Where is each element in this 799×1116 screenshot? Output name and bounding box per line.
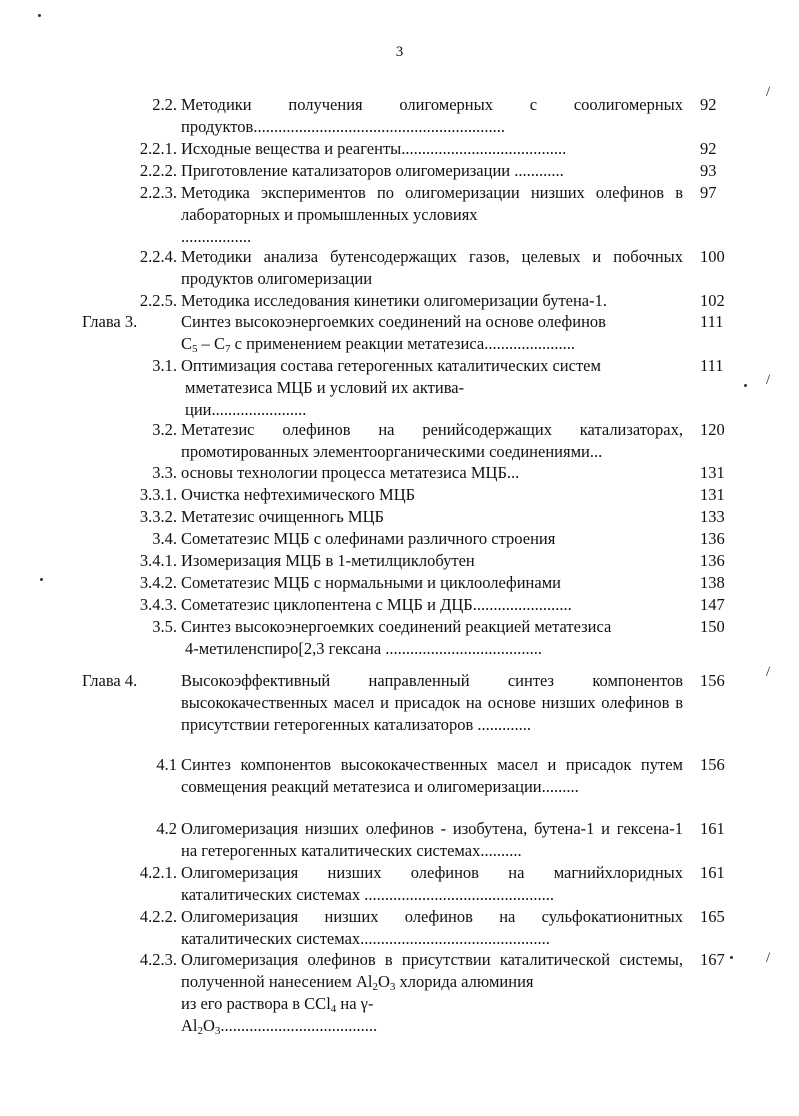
toc-entry-title: Олигомеризация олефинов в присутствии каталитической системы, полученной нанесением $Al_2O_3$ хлорида алюминия из его раствора в CCl$_4$ на γ- $Al_2O_3$......................................: [181, 950, 683, 1037]
toc-entry-page: 161: [700, 863, 725, 882]
toc-entry-page: 133: [700, 507, 725, 526]
toc-entry-page: 147: [700, 595, 725, 614]
toc-entry-number: 3.4.1.: [139, 551, 177, 570]
toc-entry-page: 165: [700, 907, 725, 926]
margin-mark: /: [766, 84, 771, 100]
toc-entry-title: Приготовление катализаторов олигомеризации ............: [181, 161, 564, 180]
toc-entry-number: Глава 3.: [82, 312, 138, 331]
toc-entry-number: 3.4.2.: [139, 573, 177, 592]
toc-entry-number: 2.2.2.: [139, 161, 177, 180]
scan-speck: [744, 384, 747, 387]
toc-entry-number: 3.4.: [152, 529, 177, 548]
toc-entry-page: 111: [700, 356, 724, 375]
margin-mark: /: [766, 372, 771, 388]
toc-entry-number: 2.2.3.: [139, 183, 177, 202]
toc-entry-title: Олигомеризация низших олефинов - изобутена, бутена-1 и гексена-1 на гетерогенных каталитических системах..........: [181, 819, 683, 860]
scan-speck: [40, 578, 43, 581]
toc-entry-number: 2.2.1.: [139, 139, 177, 158]
toc-entry-title: Методики получения олигомерных с соолигомерных продуктов.............................................................: [181, 95, 683, 136]
scan-speck: [38, 14, 41, 17]
toc-entry-title: Метатезис очищенногь МЦБ: [181, 507, 384, 526]
toc-entry-number: 4.1: [156, 755, 177, 774]
toc-entry-number: 2.2.: [152, 95, 177, 114]
toc-entry-page: 120: [700, 420, 725, 439]
toc-entry-number: Глава 4.: [82, 671, 138, 690]
toc-entry-title: Высокоэффективный направленный синтез компонентов высококачественных масел и присадок на основе низших олефинов в присутствии гетерогенных катализаторов .............: [181, 671, 683, 734]
toc-entry-title: Олигомеризация низших олефинов на магнийхлоридных каталитических системах ..............................................: [181, 863, 683, 904]
toc-entry-number: 2.2.4.: [139, 247, 177, 266]
toc-entry-title: Олигомеризация низших олефинов на сульфокатионитных каталитических системах..............................................: [181, 907, 683, 948]
toc-entry-title: Методика экспериментов по олигомеризации низших олефинов в лабораторных и промышленных условиях .................: [181, 183, 683, 246]
toc-entry-page: 102: [700, 291, 725, 310]
toc-entry-page: 138: [700, 573, 725, 592]
toc-entry-number: 3.2.: [152, 420, 177, 439]
toc-entry-number: 3.3.: [152, 463, 177, 482]
margin-mark: /: [766, 664, 771, 680]
toc-entry-page: 111: [700, 312, 724, 331]
toc-entry-number: 3.5.: [152, 617, 177, 636]
toc-entry-title: Сометатезис МЦБ с олефинами различного строения: [181, 529, 556, 548]
toc-entry-title: Синтез высокоэнергоемких соединений реакцией метатезиса 4-метиленспиро[2,3 гексана ......................................: [181, 617, 612, 658]
toc-entry-title: Изомеризация МЦБ в 1-метилциклобутен: [181, 551, 475, 570]
toc-entry-title: Синтез компонентов высококачественных масел и присадок путем совмещения реакций метатезиса и олигомеризации.........: [181, 755, 683, 796]
toc-entry-page: 156: [700, 755, 725, 774]
toc-entry-page: 100: [700, 247, 725, 266]
toc-entry-title: Сометатезис циклопентена с МЦБ и ДЦБ........................: [181, 595, 572, 614]
toc-entry-number: 4.2.1.: [139, 863, 177, 882]
toc-entry-page: 136: [700, 551, 725, 570]
toc-entry-page: 93: [700, 161, 717, 180]
toc-entry-title: Методика исследования кинетики олигомеризации бутена-1.: [181, 291, 607, 310]
toc-entry-number: 2.2.5.: [139, 291, 177, 310]
toc-entry-title: Методики анализа бутенсодержащих газов, целевых и побочных продуктов олигомеризации: [181, 247, 683, 288]
margin-mark: /: [766, 950, 771, 966]
toc-entry-page: 156: [700, 671, 725, 690]
page-number: 3: [395, 44, 404, 60]
toc-entry-title: основы технологии процесса метатезиса МЦБ...: [181, 463, 520, 482]
toc-entry-number: 4.2.3.: [139, 950, 177, 969]
toc-entry-page: 150: [700, 617, 725, 636]
toc-entry-page: 167: [700, 950, 725, 969]
toc-entry-title: Сометатезис МЦБ с нормальными и циклоолефинами: [181, 573, 561, 592]
scan-speck: [730, 956, 733, 959]
toc-entry-number: 3.3.2.: [139, 507, 177, 526]
toc-entry-page: 97: [700, 183, 717, 202]
toc-entry-page: 136: [700, 529, 725, 548]
toc-entry-number: 4.2: [156, 819, 177, 838]
toc-entry-number: 3.1.: [152, 356, 177, 375]
toc-entry-page: 92: [700, 95, 717, 114]
toc-entry-title: Очистка нефтехимического МЦБ: [181, 485, 416, 504]
toc-entry-page: 131: [700, 463, 725, 482]
toc-entry-title: Синтез высокоэнергоемких соединений на основе олефинов $C_5 - C_7$ с применением реакции метатезиса......................: [181, 312, 606, 355]
toc-entry-title: Метатезис олефинов на ренийсодержащих катализаторах, промотированных элементоорганическими соединениями...: [181, 420, 683, 461]
toc-entry-page: 161: [700, 819, 725, 838]
toc-entry-title: Исходные вещества и реагенты........................................: [181, 139, 567, 158]
toc-entry-page: 92: [700, 139, 717, 158]
toc-entry-number: 4.2.2.: [139, 907, 177, 926]
toc-entry-number: 3.4.3.: [139, 595, 177, 614]
toc-entry-number: 3.3.1.: [139, 485, 177, 504]
toc-entry-title: Оптимизация состава гетерогенных каталитических систем мметатезиса МЦБ и условий их актива- ции.......................: [181, 356, 601, 419]
toc-entry-page: 131: [700, 485, 725, 504]
